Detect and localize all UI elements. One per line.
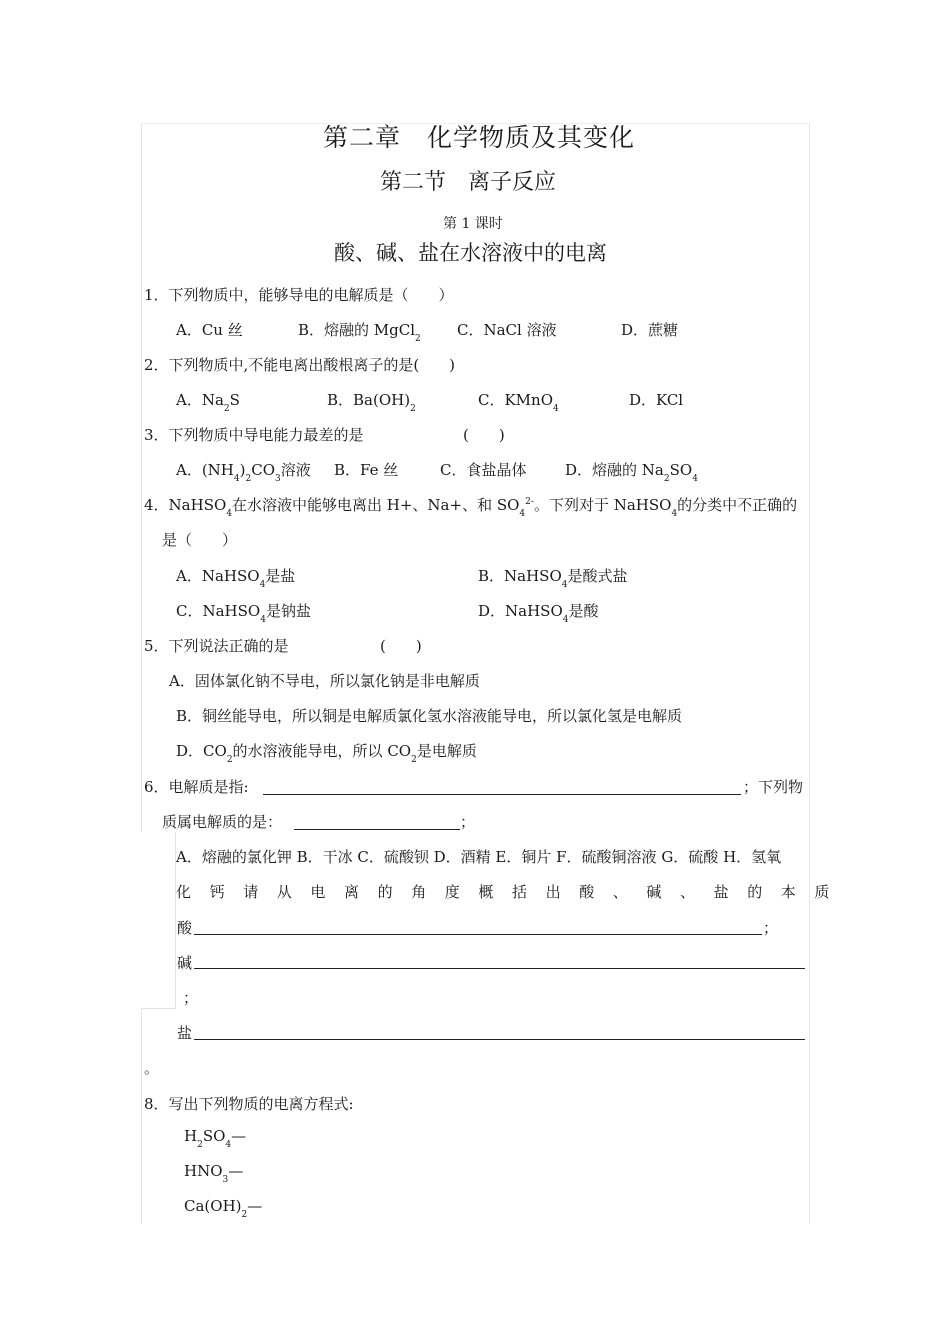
q1-option-c: C．NaCl 溶液 (457, 321, 557, 339)
base-label: 碱 (177, 954, 193, 972)
equation-caoh2: $Ca(OH)_2—$ (184, 1197, 263, 1220)
q2-option-d: D．KCl (629, 391, 684, 409)
q6-options: A．熔融的氯化钾 B．干冰 C．硫酸钡 D．酒精 E．铜片 F．硫酸铜溶液 G．硫酸 H．氢氧 (176, 848, 782, 866)
chapter-title: 第二章 化学物质及其变化 (323, 123, 636, 152)
question-5-stem: 5．下列说法正确的是 (144, 637, 289, 655)
q5-option-a: A．固体氯化钠不导电，所以氯化钠是非电解质 (169, 672, 480, 690)
salt-end: 。 (144, 1059, 160, 1077)
question-5-paren: ( ) (380, 637, 422, 655)
q5-option-d: D．$CO_2$的水溶液能导电，所以 $CO_2$是电解质 (176, 742, 477, 765)
base-blank (194, 968, 805, 969)
q4-option-c: C．NaHSO$_4$是钠盐 (176, 602, 311, 625)
salt-label: 盐 (177, 1024, 193, 1042)
q3-option-a: A．$(NH_4)_2CO_3$溶液 (176, 461, 311, 484)
q3-option-d: D．熔融的 $Na_2SO_4$ (565, 461, 698, 484)
q4-option-b: B．NaHSO$_4$是酸式盐 (478, 567, 628, 590)
q1-option-a: A．Cu 丝 (176, 321, 243, 339)
question-2-stem: 2．下列物质中,不能电离出酸根离子的是( ) (144, 356, 456, 374)
question-6-semicolon: ；下列物 (743, 778, 804, 796)
acid-label: 酸 (177, 919, 193, 937)
q1-option-d: D．蔗糖 (621, 321, 679, 339)
question-4-stem: 4．NaHSO$_4$在水溶液中能够电离出 H+、Na+、和 $SO_4^{2-}$。下列对于 NaHSO$_4$的分类中不正确的 (144, 496, 798, 519)
salt-blank (194, 1039, 805, 1040)
q2-option-b: B．$Ba(OH)_2$ (327, 391, 416, 414)
question-3-paren: ( ) (463, 426, 505, 444)
q6-blank-2 (294, 829, 460, 830)
section-title: 第二节 离子反应 (380, 170, 557, 195)
q4-option-d: D．NaHSO$_4$是酸 (478, 602, 599, 625)
q5-option-b: B．铜丝能导电，所以铜是电解质氯化氢水溶液能导电，所以氯化氢是电解质 (176, 707, 683, 725)
q3-option-c: C．食盐晶体 (440, 461, 527, 479)
q4-option-a: A．NaHSO$_4$是盐 (176, 567, 296, 590)
topic-title: 酸、碱、盐在水溶液中的电离 (334, 241, 607, 265)
question-6-stem: 6．电解质是指: (144, 778, 249, 796)
acid-blank (194, 934, 762, 935)
acid-end: ； (763, 919, 779, 937)
q2-option-a: A．$Na_2S$ (176, 391, 240, 414)
question-1-stem: 1．下列物质中，能够导电的电解质是（ ） (144, 286, 454, 304)
base-end: ； (183, 989, 199, 1007)
question-3-stem: 3．下列物质中导电能力最差的是 (144, 426, 364, 444)
q1-option-b: B．熔融的 MgCl$_2$ (298, 321, 421, 344)
question-8-stem: 8．写出下列物质的电离方程式: (144, 1095, 354, 1113)
q2-option-c: C．KMnO$_4$ (478, 391, 559, 414)
inner-box-border (141, 832, 176, 1009)
question-6-cont: 质属电解质的是： (162, 813, 283, 831)
q3-option-b: B．Fe 丝 (334, 461, 399, 479)
equation-hno3: $HNO_3—$ (184, 1162, 244, 1185)
question-4-stem-cont: 是（ ） (162, 531, 238, 549)
q6-blank-1 (263, 794, 741, 795)
question-6-semicolon-2: ； (460, 813, 476, 831)
q6-options-cont: 化钙请从电离的角度概括出酸、碱、盐的本质 (176, 883, 849, 901)
lesson-label: 第 1 课时 (443, 216, 503, 232)
equation-h2so4: $H_2SO_4—$ (184, 1127, 247, 1150)
